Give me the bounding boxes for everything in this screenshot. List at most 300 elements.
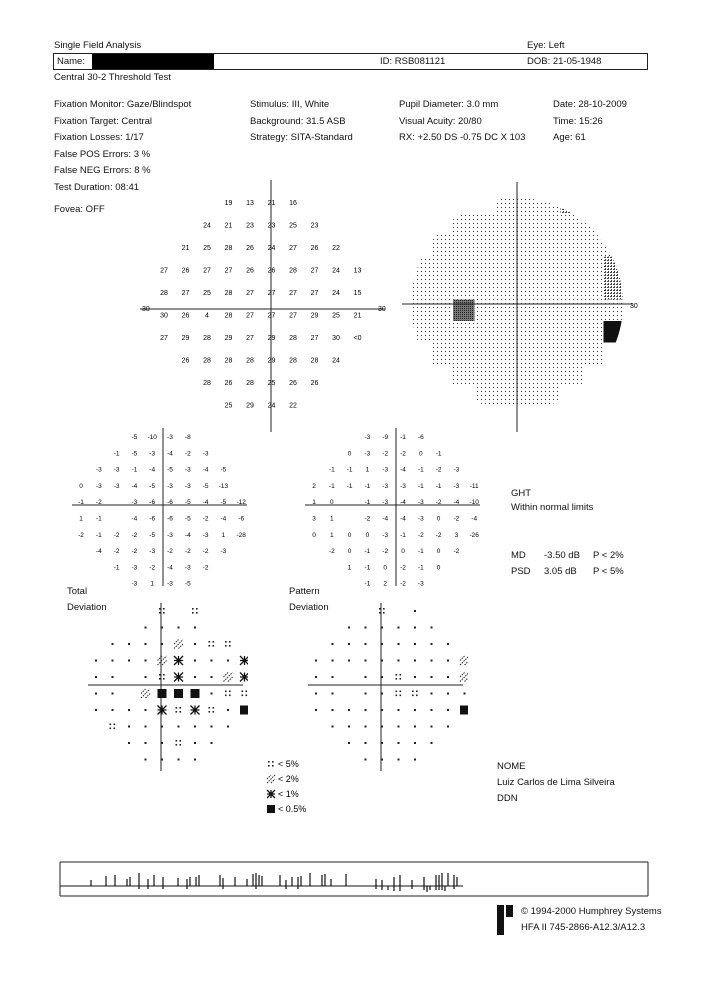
total-deviation-value: -3 bbox=[202, 450, 209, 458]
total-deviation-value: -6 bbox=[149, 499, 156, 507]
grey-blank bbox=[561, 386, 583, 408]
threshold-value: 24 bbox=[203, 222, 211, 230]
total-deviation-value: -2 bbox=[113, 531, 120, 539]
pattern-deviation-value: -4 bbox=[400, 499, 406, 507]
normal-symbol bbox=[194, 660, 196, 662]
grey-light bbox=[410, 300, 432, 322]
total-deviation-value: -3 bbox=[95, 482, 102, 490]
normal-symbol bbox=[365, 660, 367, 662]
p5-symbol bbox=[396, 678, 398, 680]
grey-light bbox=[539, 364, 561, 386]
p5-symbol bbox=[225, 695, 227, 697]
grey-blank bbox=[432, 364, 454, 386]
normal-symbol bbox=[431, 676, 433, 678]
normal-symbol bbox=[194, 759, 196, 761]
grey-light bbox=[410, 278, 432, 300]
grey-light bbox=[518, 386, 540, 408]
pattern-deviation-value: -3 bbox=[453, 482, 460, 490]
psd-p: P < 5% bbox=[593, 566, 624, 577]
normal-symbol bbox=[381, 660, 383, 662]
grey-light bbox=[518, 214, 540, 236]
grey-light bbox=[539, 278, 561, 300]
pattern-deviation-value: -1 bbox=[346, 466, 353, 474]
p5-symbol bbox=[272, 765, 274, 767]
grey-light bbox=[582, 321, 604, 343]
p5-symbol bbox=[400, 691, 402, 693]
threshold-value: 28 bbox=[289, 335, 297, 342]
pattern-deviation-value: 1 bbox=[329, 515, 334, 523]
normal-symbol bbox=[211, 660, 213, 662]
total-deviation-value: -4 bbox=[167, 564, 173, 572]
p1-symbol bbox=[240, 673, 248, 682]
md-value: -3.50 dB bbox=[544, 550, 580, 561]
pattern-deviation-value: 0 bbox=[312, 531, 316, 539]
pattern-deviation-value: 1 bbox=[347, 564, 352, 572]
grey-blank bbox=[604, 214, 626, 236]
p5-symbol bbox=[412, 695, 414, 697]
grey-blank bbox=[410, 192, 432, 214]
total-deviation-value: -3 bbox=[167, 531, 173, 539]
grey-light bbox=[432, 235, 454, 257]
total-deviation-value: -3 bbox=[167, 434, 173, 441]
normal-symbol bbox=[315, 693, 317, 695]
pattern-deviation-value: 0 bbox=[436, 515, 441, 523]
total-deviation-value: -1 bbox=[95, 515, 102, 523]
pattern-deviation-value: -2 bbox=[400, 580, 406, 588]
p5-symbol bbox=[416, 695, 418, 697]
threshold-value: 27 bbox=[160, 335, 168, 342]
threshold-value: 27 bbox=[246, 290, 254, 297]
p5-symbol bbox=[196, 608, 198, 610]
normal-symbol bbox=[315, 709, 317, 711]
normal-symbol bbox=[178, 627, 180, 629]
grey-light bbox=[539, 343, 561, 365]
grey-light bbox=[561, 321, 583, 343]
normal-symbol bbox=[414, 742, 416, 744]
grey-light bbox=[432, 300, 454, 322]
grey-light bbox=[475, 278, 497, 300]
pattern-deviation-value: -2 bbox=[453, 515, 460, 523]
threshold-value: 29 bbox=[267, 357, 276, 365]
p5-symbol bbox=[163, 612, 165, 614]
ght-label: GHT bbox=[511, 488, 532, 499]
threshold-value: 28 bbox=[246, 357, 254, 365]
grey-light bbox=[496, 214, 518, 236]
md-p: P < 2% bbox=[593, 550, 624, 561]
pattern-deviation-value: -2 bbox=[435, 499, 442, 507]
age: Age: 61 bbox=[553, 132, 586, 143]
grey-light bbox=[518, 364, 540, 386]
p2-symbol bbox=[460, 673, 468, 682]
threshold-value: 26 bbox=[310, 245, 319, 252]
pattern-deviation-value: -3 bbox=[382, 466, 389, 474]
pattern-deviation-value: -4 bbox=[400, 515, 406, 523]
pattern-deviation-value: -2 bbox=[328, 548, 335, 556]
pattern-deviation-value: -1 bbox=[417, 482, 424, 490]
normal-symbol bbox=[365, 643, 367, 645]
threshold-value: 27 bbox=[203, 267, 211, 275]
normal-symbol bbox=[447, 726, 449, 728]
threshold-value: 29 bbox=[246, 402, 254, 410]
normal-symbol bbox=[128, 709, 130, 711]
normal-symbol bbox=[431, 726, 433, 728]
grey-light bbox=[561, 300, 583, 322]
grey-black bbox=[604, 321, 626, 343]
p5-symbol bbox=[176, 740, 178, 742]
total-deviation-value: -6 bbox=[149, 515, 156, 523]
pattern-deviation-value: -2 bbox=[382, 548, 389, 556]
total-deviation-value: -1 bbox=[95, 531, 102, 539]
normal-symbol bbox=[365, 759, 367, 761]
legend-2: < 2% bbox=[278, 774, 299, 784]
total-deviation-value: -3 bbox=[131, 564, 138, 572]
grey-light bbox=[453, 257, 475, 279]
normal-symbol bbox=[332, 660, 334, 662]
total-deviation-value: -5 bbox=[184, 499, 191, 507]
pattern-deviation-label: Pattern Deviation bbox=[289, 586, 329, 613]
normal-symbol bbox=[381, 627, 383, 629]
gaze-tracker bbox=[58, 858, 653, 900]
threshold-value: 26 bbox=[289, 380, 297, 387]
pattern-deviation-value: -1 bbox=[435, 482, 442, 490]
fixation-monitor: Fixation Monitor: Gaze/Blindspot bbox=[54, 99, 192, 110]
grey-light bbox=[582, 278, 604, 300]
threshold-value: 27 bbox=[246, 335, 254, 342]
test-name: Central 30-2 Threshold Test bbox=[54, 72, 171, 83]
total-deviation-value: 1 bbox=[79, 515, 83, 523]
grey-blank bbox=[410, 386, 432, 408]
normal-symbol bbox=[315, 660, 317, 662]
total-deviation-value: -4 bbox=[95, 548, 102, 556]
grey-light bbox=[496, 192, 518, 214]
total-deviation-value: -1 bbox=[113, 564, 120, 572]
grey-dark bbox=[453, 300, 475, 322]
grey-light bbox=[518, 343, 540, 365]
grey-light bbox=[561, 364, 583, 386]
p2-symbol bbox=[174, 640, 183, 649]
p5-symbol bbox=[396, 674, 398, 676]
test-date: Date: 28-10-2009 bbox=[553, 99, 627, 110]
pattern-deviation-value: 0 bbox=[365, 531, 370, 539]
threshold-value: 25 bbox=[203, 245, 211, 252]
threshold-value: 23 bbox=[246, 222, 254, 230]
normal-symbol bbox=[348, 742, 350, 744]
threshold-value: 29 bbox=[267, 335, 276, 342]
p5-symbol bbox=[246, 691, 248, 693]
normal-symbol bbox=[398, 759, 400, 761]
grey-light bbox=[561, 235, 583, 257]
p5-symbol bbox=[272, 761, 274, 763]
p2-symbol bbox=[267, 775, 275, 783]
pattern-deviation-value: -11 bbox=[469, 482, 479, 490]
normal-symbol bbox=[211, 742, 213, 744]
normal-symbol bbox=[194, 627, 196, 629]
threshold-value: <0 bbox=[353, 335, 362, 342]
total-deviation-value: -3 bbox=[184, 482, 191, 490]
normal-symbol bbox=[211, 726, 213, 728]
total-deviation-value: -2 bbox=[149, 564, 156, 572]
normal-symbol bbox=[414, 726, 416, 728]
normal-symbol bbox=[95, 660, 97, 662]
threshold-value: 28 bbox=[246, 380, 254, 387]
pattern-deviation-value: -1 bbox=[435, 450, 442, 458]
normal-symbol bbox=[398, 742, 400, 744]
grey-light bbox=[496, 278, 518, 300]
normal-symbol bbox=[365, 627, 367, 629]
threshold-value: 30 bbox=[332, 335, 340, 342]
threshold-value: 28 bbox=[224, 290, 233, 297]
normal-symbol bbox=[414, 676, 416, 678]
threshold-value: 28 bbox=[160, 290, 168, 297]
param-col4 bbox=[553, 97, 627, 147]
grey-blank bbox=[453, 386, 475, 408]
grey-light bbox=[432, 321, 454, 343]
normal-symbol bbox=[211, 693, 213, 695]
threshold-value: 13 bbox=[353, 267, 362, 275]
fixation-losses: Fixation Losses: 1/17 bbox=[54, 132, 144, 143]
total-deviation-value: 1 bbox=[150, 580, 155, 588]
grey-light bbox=[475, 235, 497, 257]
patient-block bbox=[497, 759, 615, 807]
pattern-deviation-value: -3 bbox=[364, 434, 371, 441]
grey-blank bbox=[432, 386, 454, 408]
threshold-value: 26 bbox=[267, 267, 276, 275]
threshold-value: 29 bbox=[181, 335, 190, 342]
normal-symbol bbox=[112, 676, 114, 678]
total-deviation-value: -5 bbox=[149, 482, 156, 490]
p5-symbol bbox=[163, 608, 165, 610]
md-name: MD bbox=[511, 550, 526, 561]
total-deviation-value: -5 bbox=[167, 466, 173, 474]
pattern-deviation-value: -3 bbox=[417, 580, 424, 588]
threshold-value: 26 bbox=[224, 380, 233, 387]
threshold-value: 28 bbox=[203, 380, 211, 387]
grey-medium bbox=[604, 278, 626, 300]
normal-symbol bbox=[381, 709, 383, 711]
p2-symbol bbox=[224, 673, 233, 682]
grey-light bbox=[518, 257, 540, 279]
nome-label: NOME bbox=[497, 761, 526, 772]
normal-symbol bbox=[332, 693, 334, 695]
p5-symbol bbox=[396, 695, 398, 697]
background: Background: 31.5 ASB bbox=[250, 115, 346, 127]
p5-symbol bbox=[180, 740, 182, 742]
total-deviation-value: -3 bbox=[113, 466, 120, 474]
greyscale-plot bbox=[400, 182, 645, 432]
normal-symbol bbox=[145, 627, 147, 629]
pattern-deviation-value: 3 bbox=[312, 515, 316, 523]
normal-symbol bbox=[227, 726, 229, 728]
grey-light bbox=[539, 192, 561, 214]
grey-light bbox=[604, 192, 626, 214]
threshold-value: 26 bbox=[310, 380, 319, 387]
p5-symbol bbox=[383, 608, 385, 610]
p5-symbol bbox=[180, 711, 182, 713]
grey-light bbox=[582, 257, 604, 279]
p1-symbol bbox=[191, 706, 200, 715]
pattern-deviation-value: 0 bbox=[401, 548, 405, 556]
total-deviation-value: -5 bbox=[131, 450, 138, 458]
pattern-deviation-value: -3 bbox=[453, 466, 460, 474]
total-deviation-value: -3 bbox=[149, 450, 156, 458]
normal-symbol bbox=[381, 759, 383, 761]
threshold-value: 15 bbox=[353, 290, 362, 297]
normal-symbol bbox=[112, 643, 114, 645]
total-deviation-value: -2 bbox=[184, 450, 191, 458]
threshold-value: 26 bbox=[246, 267, 254, 275]
p5-symbol bbox=[213, 707, 215, 709]
grey-blank bbox=[432, 214, 454, 236]
total-deviation-value: -5 bbox=[220, 466, 227, 474]
pattern-deviation-value: 0 bbox=[383, 564, 388, 572]
total-deviation-value: 0 bbox=[79, 482, 83, 490]
threshold-value: 13 bbox=[246, 200, 254, 207]
p05-symbol bbox=[240, 706, 248, 715]
threshold-value: 26 bbox=[181, 312, 190, 320]
grey-light bbox=[539, 235, 561, 257]
threshold-value: 25 bbox=[203, 290, 211, 297]
pattern-deviation-value: 2 bbox=[312, 482, 316, 490]
total-deviation-value: -1 bbox=[78, 499, 84, 507]
threshold-axis-right: 30 bbox=[378, 306, 386, 313]
grey-light bbox=[453, 235, 475, 257]
total-deviation-value: -2 bbox=[202, 564, 209, 572]
threshold-value: 21 bbox=[181, 245, 190, 252]
threshold-value: 24 bbox=[332, 290, 340, 297]
grey-blank bbox=[453, 192, 475, 214]
visual-acuity: Visual Acuity: 20/80 bbox=[399, 115, 482, 127]
normal-symbol bbox=[414, 610, 416, 612]
normal-symbol bbox=[414, 759, 416, 761]
pattern-deviation-value: -2 bbox=[382, 450, 389, 458]
p5-symbol bbox=[400, 678, 402, 680]
total-deviation-value: -2 bbox=[113, 548, 120, 556]
threshold-value: 27 bbox=[224, 267, 233, 275]
p5-symbol bbox=[209, 641, 211, 643]
total-deviation-value: -3 bbox=[95, 466, 102, 474]
grey-light bbox=[539, 214, 561, 236]
pattern-deviation-value: -4 bbox=[382, 515, 389, 523]
normal-symbol bbox=[194, 726, 196, 728]
p1-symbol bbox=[158, 706, 167, 715]
grey-blank bbox=[604, 364, 626, 386]
eye-label: Eye: Left bbox=[527, 40, 565, 51]
normal-symbol bbox=[145, 643, 147, 645]
p5-symbol bbox=[379, 612, 381, 614]
normal-symbol bbox=[365, 676, 367, 678]
total-deviation-value: -4 bbox=[167, 450, 173, 458]
p05-symbol bbox=[460, 706, 468, 715]
grey-light bbox=[518, 192, 540, 214]
test-time: Time: 15:26 bbox=[553, 115, 603, 127]
total-deviation-value: -3 bbox=[184, 466, 191, 474]
total-deviation-value: -1 bbox=[131, 466, 138, 474]
threshold-value: 28 bbox=[224, 312, 233, 320]
grey-blank bbox=[582, 364, 604, 386]
p5-symbol bbox=[229, 691, 231, 693]
p5-symbol bbox=[213, 645, 215, 647]
pattern-deviation-value: -3 bbox=[382, 499, 389, 507]
grey-light bbox=[496, 364, 518, 386]
rx: RX: +2.50 DS -0.75 DC X 103 bbox=[399, 132, 526, 143]
normal-symbol bbox=[315, 676, 317, 678]
legend-5: < 5% bbox=[278, 759, 299, 769]
pattern-deviation-value: -1 bbox=[400, 434, 406, 441]
grey-blank bbox=[604, 343, 626, 365]
p5-symbol bbox=[242, 695, 244, 697]
total-deviation-value: -10 bbox=[147, 434, 157, 441]
normal-symbol bbox=[447, 660, 449, 662]
threshold-value: 4 bbox=[205, 312, 209, 320]
threshold-value: 19 bbox=[224, 200, 233, 207]
pattern-deviation-value: -1 bbox=[417, 564, 424, 572]
grey-light bbox=[453, 278, 475, 300]
normal-symbol bbox=[178, 759, 180, 761]
threshold-value: 21 bbox=[353, 312, 362, 320]
stimulus: Stimulus: III, White bbox=[250, 99, 330, 110]
normal-symbol bbox=[332, 709, 334, 711]
p5-symbol bbox=[225, 641, 227, 643]
grey-light bbox=[539, 386, 561, 408]
normal-symbol bbox=[381, 643, 383, 645]
normal-symbol bbox=[145, 742, 147, 744]
p5-symbol bbox=[110, 724, 112, 726]
threshold-value: 28 bbox=[224, 245, 233, 252]
threshold-value: 22 bbox=[289, 402, 297, 410]
normal-symbol bbox=[365, 726, 367, 728]
normal-symbol bbox=[128, 726, 130, 728]
grey-light bbox=[475, 214, 497, 236]
dob: DOB: 21-05-1948 bbox=[527, 56, 602, 67]
p5-symbol bbox=[379, 608, 381, 610]
total-deviation-value: -6 bbox=[238, 515, 245, 523]
total-deviation-value: -3 bbox=[167, 580, 173, 588]
p05-symbol bbox=[158, 689, 167, 698]
p5-symbol bbox=[268, 765, 270, 767]
normal-symbol bbox=[464, 693, 466, 695]
name-label: Name: bbox=[57, 56, 85, 67]
fovea: Fovea: OFF bbox=[54, 204, 105, 215]
grey-light bbox=[539, 257, 561, 279]
normal-symbol bbox=[381, 693, 383, 695]
threshold-value: 28 bbox=[289, 357, 297, 365]
total-deviation-value: -2 bbox=[184, 548, 191, 556]
pattern-deviation-value: 3 bbox=[454, 531, 459, 539]
normal-symbol bbox=[145, 660, 147, 662]
pattern-deviation-value: -6 bbox=[417, 434, 424, 441]
total-deviation-value: -4 bbox=[220, 515, 227, 523]
pattern-deviation-value: -1 bbox=[364, 548, 371, 556]
normal-symbol bbox=[227, 660, 229, 662]
p05-symbol bbox=[174, 689, 183, 698]
fixation-target: Fixation Target: Central bbox=[54, 115, 153, 127]
p5-symbol bbox=[159, 608, 161, 610]
grey-light bbox=[475, 386, 497, 408]
normal-symbol bbox=[348, 726, 350, 728]
threshold-value: 27 bbox=[289, 245, 297, 252]
p5-symbol bbox=[180, 707, 182, 709]
grey-light bbox=[582, 192, 604, 214]
psd-value: 3.05 dB bbox=[544, 566, 577, 577]
total-deviation-value: -5 bbox=[220, 499, 227, 507]
total-deviation-label: Total Deviation bbox=[67, 586, 107, 613]
threshold-value: 28 bbox=[310, 357, 319, 365]
total-deviation-value: -2 bbox=[131, 548, 138, 556]
pattern-deviation-value: 1 bbox=[329, 531, 334, 539]
total-deviation-value: -4 bbox=[149, 466, 156, 474]
pattern-deviation-value: -26 bbox=[469, 531, 479, 539]
p1-symbol bbox=[240, 656, 248, 665]
